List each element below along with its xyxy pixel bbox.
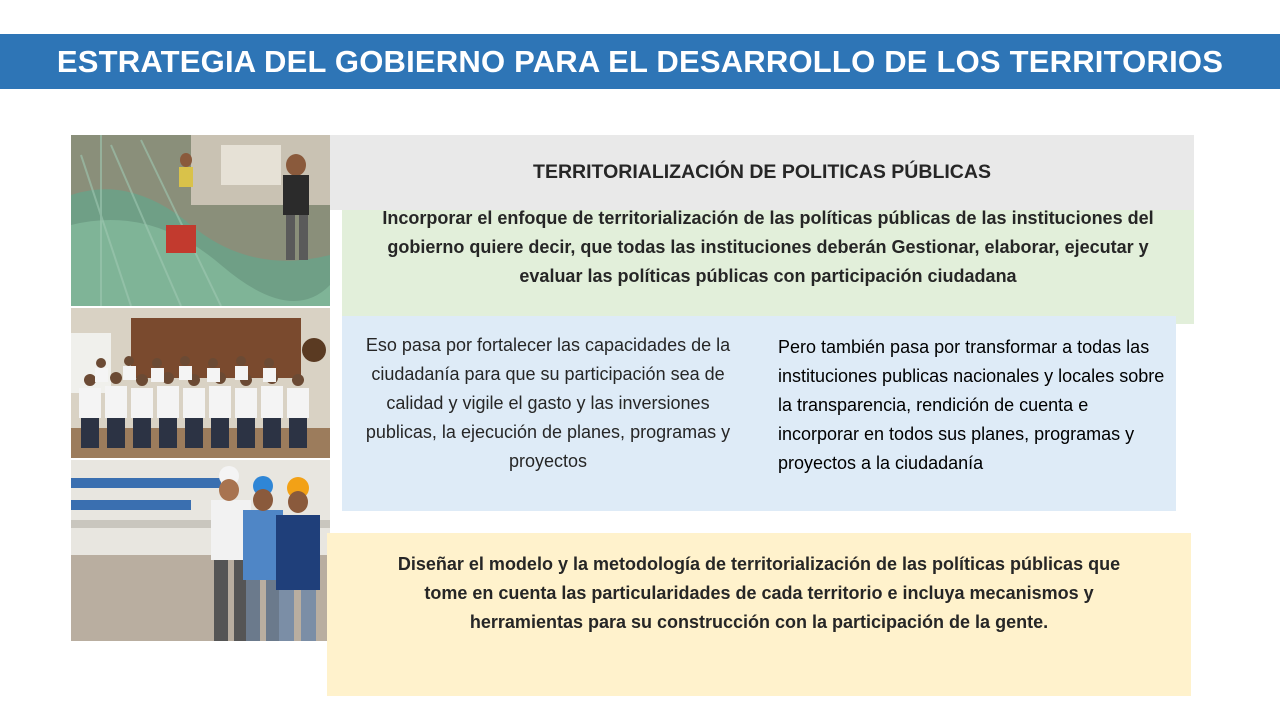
slide-title: ESTRATEGIA DEL GOBIERNO PARA EL DESARROLLO DE LOS TERRITORIOS xyxy=(56,43,1224,79)
workers-hardhats-photo xyxy=(71,460,330,641)
actions-box xyxy=(342,316,1176,511)
conclusion-box xyxy=(327,533,1191,696)
photo-column xyxy=(71,135,330,641)
intro-box xyxy=(342,210,1194,324)
section-header xyxy=(330,135,1194,210)
intro-text: Incorporar el enfoque de territorialización de las políticas públicas de las instituciones del gobierno quiere decir, que todas las instituciones deberán Gestionar, elaborar, ejecutar y evaluar las políticas públicas con participación ciudadana xyxy=(382,210,1154,286)
title-banner xyxy=(0,34,1280,89)
citizen-capacity-text: Eso pasa por fortalecer las capacidades de la ciudadanía para que su participación sea de calidad y vigile el gasto y las inversiones publicas, la ejecución de planes, programas y proyectos xyxy=(365,335,731,471)
students-group-photo xyxy=(71,308,330,458)
institution-transformation-text: Pero también pasa por transformar a todas las instituciones publicas nacionales y locales sobre la transparencia, rendición de cuenta e incorporar en todos sus planes, programas y proyectos a la ciudadanía xyxy=(778,337,1165,473)
conclusion-text: Diseñar el modelo y la metodología de territorialización de las políticas públicas que tome en cuenta las particularidades de cada territorio e incluya mecanismos y herramientas para su construcción con la participación de la gente. xyxy=(397,554,1121,632)
fishing-nets-photo xyxy=(71,135,330,306)
section-title: TERRITORIALIZACIÓN DE POLITICAS PÚBLICAS xyxy=(533,161,991,183)
